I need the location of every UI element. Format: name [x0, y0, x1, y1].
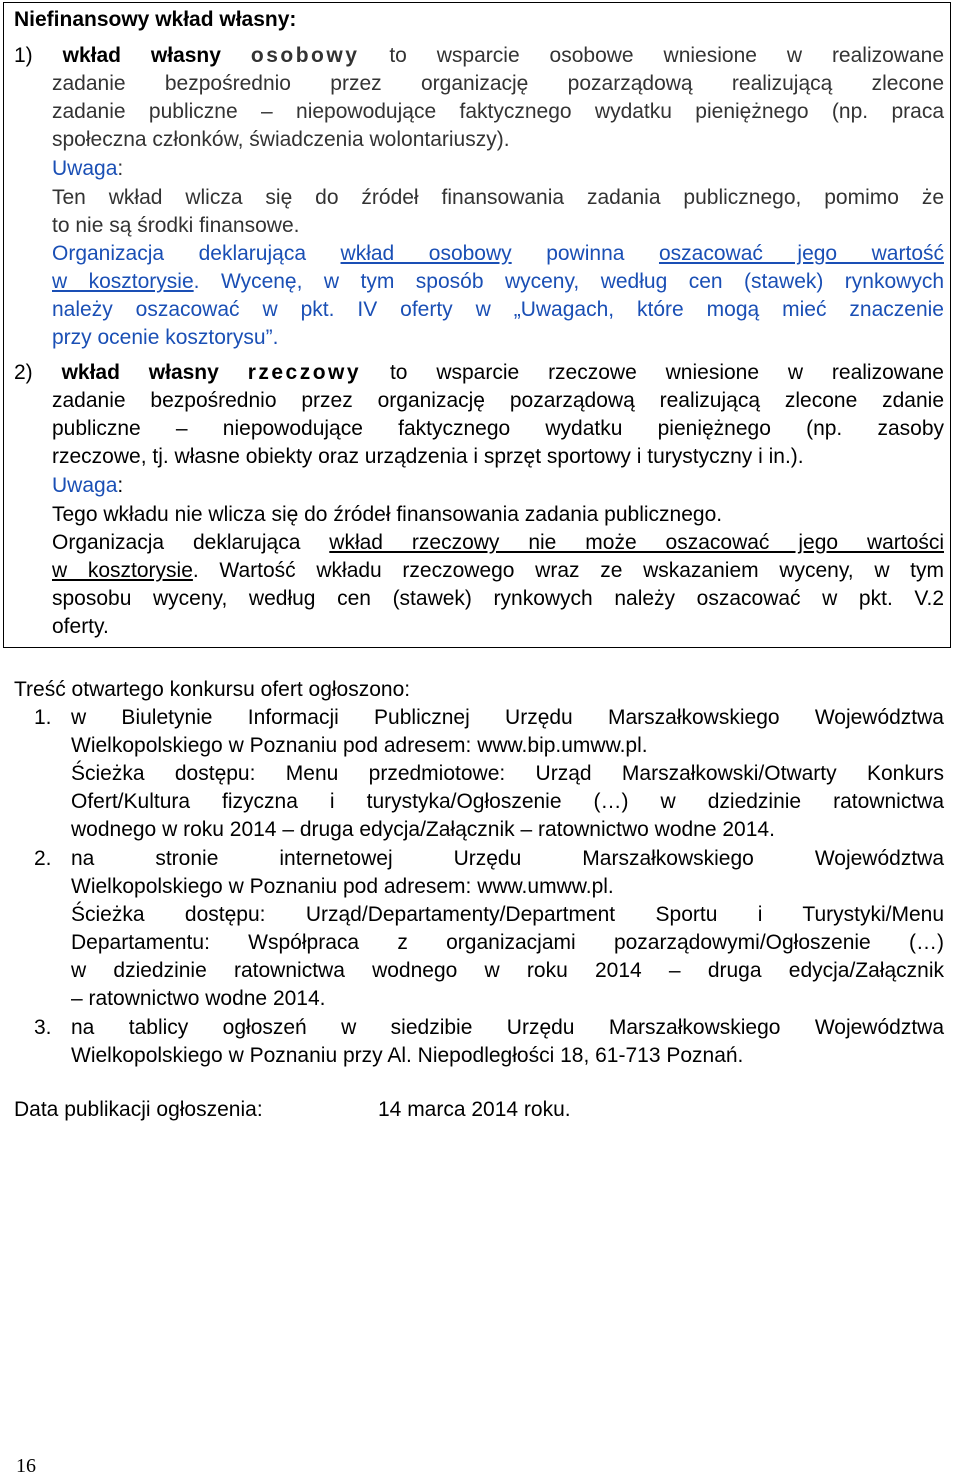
p1-underlined-1: wkład osobowy [340, 242, 512, 265]
pub-item-2-line-2: Wielkopolskiego w Poznaniu pod adresem: www.umww.pl. [71, 875, 614, 898]
p1-line-6: Ten wkład wlicza się do źródeł finansowania zadania publicznego, pomimo że [52, 186, 944, 209]
pub-item-2-number: 2. [34, 847, 52, 870]
p2-line-7 [52, 529, 944, 557]
pub-item-3-line-1: na tablicy ogłoszeń w siedzibie Urzędu Marszałkowskiego Województwa [71, 1016, 944, 1039]
p1-uwaga-label: Uwaga [52, 157, 118, 180]
pub-item-2-line-5: w dziedzinie ratownictwa wodnego w roku 2014 – druga edycja/Załącznik [71, 959, 944, 982]
pub-item-1-number: 1. [34, 706, 52, 729]
pub-item-2-line-4: Departamentu: Współpraca z organizacjami pozarządowymi/Ogłoszenie (…) [71, 931, 944, 954]
p1-line-7: to nie są środki finansowe. [52, 214, 300, 237]
p1-uwaga-colon: : [117, 157, 124, 180]
pub-item-1-line-5: wodnego w roku 2014 – druga edycja/Załącznik – ratownictwo wodne 2014. [71, 818, 775, 841]
p1-number: 1) [14, 44, 33, 67]
p1-underlined-2: oszacować jego wartość [658, 242, 944, 265]
p1-line-2: zadanie bezpośrednio przez organizację pozarządową realizującą zlecone [52, 72, 944, 95]
pub-item-3-number: 3. [34, 1016, 52, 1039]
p1-uwaga [52, 155, 123, 183]
p2-label-type: rzeczowy [247, 361, 362, 384]
p2-uwaga [52, 472, 123, 500]
p1-line-1 [14, 42, 944, 70]
p2-line-1 [14, 359, 944, 387]
p1-line-8 [52, 240, 944, 268]
p1-org-text: Organizacja deklarująca [52, 242, 306, 265]
pub-item-1-line-3: Ścieżka dostępu: Menu przedmiotowe: Urząd Marszałkowski/Otwarty Konkurs [71, 762, 944, 785]
p2-line-9: sposobu wyceny, według cen (stawek) rynkowych należy oszacować w pkt. V.2 [52, 587, 944, 610]
p2-uwaga-colon: : [117, 474, 124, 497]
p1-text: to wsparcie osobowe wniesione w realizowane [389, 44, 945, 67]
p2-line-10: oferty. [52, 615, 109, 638]
p1-line-4: społeczna członków, świadczenia wolontariuszy). [52, 128, 510, 151]
p1-should-text: powinna [546, 242, 625, 265]
p1-label: wkład własny [62, 44, 221, 67]
p1-line-11: przy ocenie kosztorysu”. [52, 326, 279, 349]
p2-line-6: Tego wkładu nie wlicza się do źródeł finansowania zadania publicznego. [52, 503, 723, 526]
p2-line-8 [52, 557, 944, 585]
pub-item-3-line-2: Wielkopolskiego w Poznaniu przy Al. Niepodległości 18, 61-713 Poznań. [71, 1044, 744, 1067]
p1-wycena-text: . Wycenę, w tym sposób wyceny, według cen (stawek) rynkowych [193, 270, 945, 293]
pub-item-1-line-4: Ofert/Kultura fizyczna i turystyka/Ogłoszenie (…) w dziedzinie ratownictwa [71, 790, 944, 813]
p2-uwaga-label: Uwaga [52, 474, 118, 497]
p2-underlined-1: wkład rzeczowy nie może oszacować jego wartości [329, 531, 944, 554]
p1-line-10: należy oszacować w pkt. IV oferty w „Uwagach, które mogą mieć znaczenie [52, 298, 944, 321]
pub-item-2-line-1: na stronie internetowej Urzędu Marszałkowskiego Województwa [71, 847, 944, 870]
pub-item-1-line-1: w Biuletynie Informacji Publicznej Urzędu Marszałkowskiego Województwa [71, 706, 944, 729]
box-heading: Niefinansowy wkład własny: [14, 8, 297, 31]
pub-item-2-line-6: – ratownictwo wodne 2014. [71, 987, 326, 1010]
page-number: 16 [16, 1455, 36, 1477]
p2-text: to wsparcie rzeczowe wniesione w realizowane [389, 361, 944, 384]
p2-number: 2) [14, 361, 33, 384]
p2-org-text: Organizacja deklarująca [52, 531, 301, 554]
p2-line-3: publiczne – niepowodujące faktycznego wydatku pieniężnego (np. zasoby [52, 417, 944, 440]
p2-underlined-2: w kosztorysie [52, 559, 193, 582]
p2-wartosc-text: . Wartość wkładu rzeczowego wraz ze wskazaniem wyceny, w tym [192, 559, 945, 582]
p2-line-2: zadanie bezpośrednio przez organizację pozarządową realizującą zlecone zdanie [52, 389, 944, 412]
p1-line-9 [52, 268, 944, 296]
p2-line-4: rzeczowe, tj. własne obiekty oraz urządzenia i sprzęt sportowy i turystyczny i in.). [52, 445, 804, 468]
p1-line-3: zadanie publiczne – niepowodujące faktycznego wydatku pieniężnego (np. praca [52, 100, 944, 123]
pub-item-2-line-3: Ścieżka dostępu: Urząd/Departamenty/Department Sportu i Turystyki/Menu [71, 903, 944, 926]
p1-label-type: osobowy [250, 44, 360, 67]
p1-underlined-3: w kosztorysie [52, 270, 194, 293]
publication-heading: Treść otwartego konkursu ofert ogłoszono: [14, 678, 411, 701]
publication-date-value: 14 marca 2014 roku. [378, 1098, 571, 1121]
p2-label: wkład własny [61, 361, 219, 384]
pub-item-1-line-2: Wielkopolskiego w Poznaniu pod adresem: www.bip.umww.pl. [71, 734, 648, 757]
publication-date-label: Data publikacji ogłoszenia: [14, 1098, 263, 1121]
